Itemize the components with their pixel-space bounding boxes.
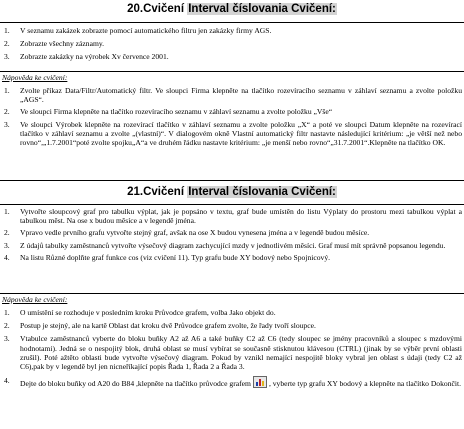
item-text: Vpravo vedle prvního grafu vytvořte stejný graf, avšak na ose X budou vynesena jména a v legendě budou měsíce.	[20, 228, 370, 238]
item-text: Z údajů tabulky zaměstnanců vytvořte výsečový diagram zachycující mzdy v jednotlivém měsíci. Graf musí mít správně popsanou legendu.	[20, 240, 446, 250]
item-number: 2.	[4, 107, 10, 117]
list-item	[2, 86, 462, 104]
item-number: 2.	[4, 39, 10, 49]
list-item	[2, 241, 462, 250]
hint-label: Nápověda ke cvičení:	[2, 73, 68, 82]
list-item	[2, 207, 462, 225]
list-item	[2, 321, 462, 330]
chart-wizard-icon	[253, 376, 267, 388]
item-text: Zobrazte zakázky na výrobek Xv července 2001.	[20, 52, 169, 62]
item-number: 2.	[4, 321, 10, 331]
item-number: 4.	[4, 252, 10, 262]
list-item	[2, 107, 462, 116]
divider	[0, 180, 464, 181]
item-text: V seznamu zakázek zobrazte pomocí automatického filtru jen zakázky firmy AGS.	[20, 26, 272, 35]
item-number: 1.	[4, 86, 10, 95]
section-21-title-highlight: Interval číslovania Cvičení:	[188, 186, 336, 198]
item-text: Postup je stejný, ale na kartě Oblast dat kroku dvě Průvodce grafem zvolte, že řady tvoří sloupce.	[20, 321, 316, 331]
list-item	[2, 39, 462, 48]
item-number: 3.	[4, 334, 10, 344]
divider	[0, 293, 464, 294]
item-text: Ve sloupci Výrobek klepněte na rozevírací tlačítko v záhlaví seznamu a zvolte položku „X“ a poté ve sloupci Datum klepněte na rozevírací tlačítko v záhlaví seznamu a zvolte „(vlastní)“. V dialogovém okně Vlastní automatický filtr nastavte následující kritérium: „je větší než nebo rovno“,„1.7.2001“poté zvolte spojku„A“a ve druhém řádku nastavte kritérium: „je menší nebo rovno“„31.7.2001“.Klepněte na tlačítko OK.	[20, 119, 462, 148]
section-20-hint-label	[2, 73, 462, 82]
section-21-hint-label	[2, 295, 462, 304]
list-item	[2, 228, 462, 237]
section-20-hints	[2, 86, 462, 147]
item-text: Zobrazte všechny záznamy.	[20, 39, 105, 49]
item-number: 1.	[4, 308, 10, 317]
list-item	[2, 376, 462, 388]
divider	[0, 71, 464, 72]
section-20-title-prefix: 20.Cvičení	[127, 3, 188, 15]
section-20-tasks	[2, 26, 462, 62]
item-number: 3.	[4, 52, 10, 62]
section-20-heading	[0, 2, 464, 16]
item-number: 1.	[4, 207, 10, 216]
item-number: 2.	[4, 228, 10, 238]
item-text: Ve sloupci Firma klepněte na tlačítko rozevíracího seznamu v záhlaví seznamu a zvolte položku „Vše“	[20, 107, 333, 117]
section-21-hints	[2, 308, 462, 388]
list-item	[2, 120, 462, 148]
section-21-heading	[0, 185, 464, 199]
item-number: 4.	[4, 376, 10, 386]
hint-label: Nápověda ke cvičení:	[2, 295, 68, 304]
item-number: 3.	[4, 240, 10, 250]
item-text: Vtabulce zaměstnanců vyberte do bloku buňky A2 až A6 a také buňky C2 až C6 (tedy sloupec se jmény pracovníků a sloupec s mzdovými hodnotami). Jedná se o nespojitý blok, druhá oblast se musí vybírat se současně stisknutou klávesou (CTRL) (jinak by se výběr první oblasti zrušil). Poté ažtěto oblasti bude vytvořte výsečový diagram. Pokud by vznikl nemající nespojitě bloky vybral jen oblast s údaji (tedy C2 až C6),pak by v legendě byl jen nicneříkající popis Řada 1, Řada 2 a Řada 3.	[20, 334, 462, 372]
list-item	[2, 26, 462, 35]
divider	[0, 22, 464, 23]
list-item	[2, 52, 462, 61]
section-21-title-prefix: 21.Cvičení	[127, 186, 188, 198]
item-number: 3.	[4, 119, 10, 129]
item-text: Vytvořte sloupcový graf pro tabulku výplat, jak je popsáno v textu, graf bude umístěn do listu Výplaty do prostoru mezi tabulkou výplat a tabulkou měst. Na ose x budou měsíce a v legendě jména.	[20, 207, 462, 226]
divider	[0, 204, 464, 205]
section-20-title-highlight: Interval číslovania Cvičení:	[188, 3, 336, 15]
item-text: O umístění se rozhoduje v posledním kroku Průvodce grafem, volba Jako objekt do.	[20, 308, 276, 317]
item-text: Zvolte příkaz Data/Filtr/Automatický filtr. Ve sloupci Firma klepněte na tlačítko rozevíracího seznamu v záhlaví seznamu a zvolte položku „AGS“.	[20, 86, 462, 105]
item-text-after: , vyberte typ grafu XY bodový a klepněte na tlačítko Dokončit.	[268, 379, 461, 389]
list-item	[2, 334, 462, 371]
list-item	[2, 253, 462, 262]
item-text: Na listu Různé doplňte graf funkce cos (viz cvičení 11). Typ grafu bude XY bodový nebo Spojnicový.	[20, 252, 331, 262]
list-item	[2, 308, 462, 317]
item-text-before: Dejte do bloku buňky od A20 do B84 ,klepněte na tlačítko průvodce grafem	[20, 379, 251, 389]
item-number: 1.	[4, 26, 10, 35]
section-21-tasks	[2, 207, 462, 262]
